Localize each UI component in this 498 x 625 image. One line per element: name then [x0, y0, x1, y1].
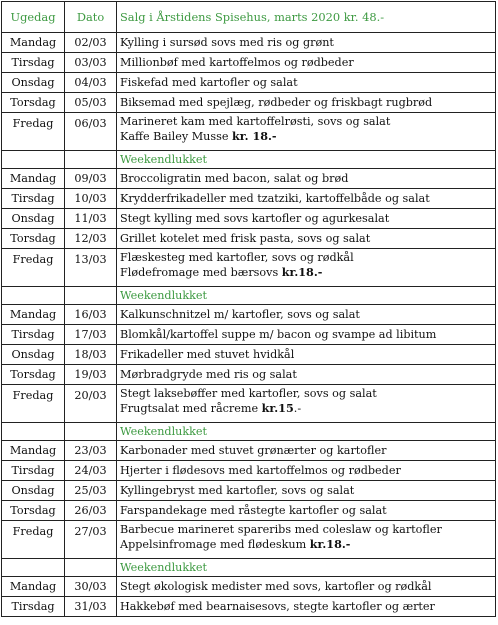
date-cell: 26/03: [65, 501, 117, 521]
meal-cell: [117, 169, 496, 189]
meal-text: Kylling i sursød sovs med ris og grønt: [120, 35, 334, 49]
menu-row: [2, 209, 496, 229]
meal-text: Hakkebøf med bearnaisesovs, stegte kartofler og ærter: [120, 599, 435, 613]
menu-row: [2, 521, 496, 559]
meal-cell: [117, 441, 496, 461]
meal-cell: [117, 249, 496, 287]
weekday-cell: Onsdag: [2, 73, 65, 93]
date-cell: 24/03: [65, 461, 117, 481]
menu-row: [2, 33, 496, 53]
weekday-cell: Fredag: [2, 521, 65, 559]
date-cell: 09/03: [65, 169, 117, 189]
weekday-cell: Mandag: [2, 169, 65, 189]
meal-text: Hjerter i flødesovs med kartoffelmos og rødbeder: [120, 463, 401, 477]
weekday-cell: Mandag: [2, 577, 65, 597]
meal-text: Kalkunschnitzel m/ kartofler, sovs og salat: [120, 307, 360, 321]
menu-row: [2, 229, 496, 249]
weekend-closed-label: Weekendlukket: [117, 287, 496, 305]
weekend-empty-cell: [65, 423, 117, 441]
date-cell: 23/03: [65, 441, 117, 461]
weekend-closed-label: Weekendlukket: [117, 423, 496, 441]
weekday-cell: Tirsdag: [2, 461, 65, 481]
meal-text: Millionbøf med kartoffelmos og rødbeder: [120, 55, 354, 69]
weekday-cell: Mandag: [2, 305, 65, 325]
meal-cell: [117, 73, 496, 93]
meal-cell: [117, 113, 496, 151]
weekend-empty-cell: [2, 151, 65, 169]
meal-cell: [117, 53, 496, 73]
date-cell: 17/03: [65, 325, 117, 345]
weekday-cell: Fredag: [2, 385, 65, 423]
date-cell: 16/03: [65, 305, 117, 325]
meal-text: Biksemad med spejlæg, rødbeder og friskbagt rugbrød: [120, 95, 433, 109]
header-row: [2, 2, 496, 33]
meal-cell: [117, 229, 496, 249]
meal-cell: [117, 521, 496, 559]
dessert-price: kr.15: [261, 401, 294, 415]
meal-text: Fiskefad med kartofler og salat: [120, 75, 298, 89]
dessert-line: [120, 401, 492, 416]
weekend-closed-label: Weekendlukket: [117, 559, 496, 577]
weekday-cell: Fredag: [2, 249, 65, 287]
meal-cell: [117, 305, 496, 325]
weekday-cell: Torsdag: [2, 501, 65, 521]
weekend-empty-cell: [2, 559, 65, 577]
dessert-text: Kaffe Bailey Musse: [120, 130, 233, 143]
date-cell: 25/03: [65, 481, 117, 501]
meal-cell: [117, 577, 496, 597]
menu-row: [2, 73, 496, 93]
header-day: Ugedag: [2, 2, 65, 33]
weekday-cell: Torsdag: [2, 229, 65, 249]
meal-text: Flæskesteg med kartofler, sovs og rødkål: [120, 251, 354, 264]
menu-row: [2, 501, 496, 521]
menu-row: [2, 325, 496, 345]
header-date: Dato: [65, 2, 117, 33]
weekday-cell: Fredag: [2, 113, 65, 151]
weekday-cell: Tirsdag: [2, 53, 65, 73]
menu-table: [1, 1, 496, 617]
date-cell: 11/03: [65, 209, 117, 229]
meal-text: Farspandekage med råstegte kartofler og salat: [120, 503, 387, 517]
menu-row: [2, 597, 496, 617]
meal-text: Karbonader med stuvet grønærter og kartofler: [120, 443, 387, 457]
menu-row: [2, 461, 496, 481]
menu-row: [2, 53, 496, 73]
dessert-text: Appelsinfromage med flødeskum: [120, 538, 310, 551]
weekday-cell: Torsdag: [2, 93, 65, 113]
date-cell: 20/03: [65, 385, 117, 423]
date-cell: 30/03: [65, 577, 117, 597]
meal-text: Kyllingebryst med kartofler, sovs og salat: [120, 483, 355, 497]
date-cell: 19/03: [65, 365, 117, 385]
weekday-cell: Onsdag: [2, 345, 65, 365]
meal-cell: [117, 385, 496, 423]
meal-cell: [117, 597, 496, 617]
dessert-text: Flødefromage med bærsovs: [120, 266, 282, 279]
menu-row: [2, 305, 496, 325]
meal-text: Frikadeller med stuvet hvidkål: [120, 347, 295, 361]
meal-cell: [117, 93, 496, 113]
date-cell: 18/03: [65, 345, 117, 365]
dessert-price: kr.18.-: [281, 265, 323, 279]
meal-text: Barbecue marineret spareribs med coleslaw og kartofler: [120, 523, 442, 536]
date-cell: 02/03: [65, 33, 117, 53]
date-cell: 05/03: [65, 93, 117, 113]
date-cell: 03/03: [65, 53, 117, 73]
meal-text: Marineret kam med kartoffelrøsti, sovs og salat: [120, 115, 391, 128]
meal-cell: [117, 365, 496, 385]
meal-cell: [117, 209, 496, 229]
weekend-row: [2, 151, 496, 169]
weekend-row: [2, 423, 496, 441]
dessert-line: [120, 537, 492, 552]
weekend-empty-cell: [65, 287, 117, 305]
menu-row: [2, 113, 496, 151]
menu-row: [2, 249, 496, 287]
weekday-cell: Onsdag: [2, 209, 65, 229]
meal-cell: [117, 33, 496, 53]
menu-row: [2, 365, 496, 385]
meal-text: Stegt kylling med sovs kartofler og agurkesalat: [120, 211, 390, 225]
header-title: Salg i Årstidens Spisehus, marts 2020 kr. 48.-: [117, 2, 496, 33]
weekday-cell: Tirsdag: [2, 597, 65, 617]
meal-text: Stegt laksebøffer med kartofler, sovs og salat: [120, 387, 377, 400]
dessert-text: Frugtsalat med råcreme: [120, 402, 262, 415]
meal-text: Grillet kotelet med frisk pasta, sovs og salat: [120, 231, 371, 245]
weekend-closed-label: Weekendlukket: [117, 151, 496, 169]
menu-row: [2, 93, 496, 113]
weekend-row: [2, 559, 496, 577]
weekday-cell: Mandag: [2, 441, 65, 461]
date-cell: 13/03: [65, 249, 117, 287]
weekday-cell: Tirsdag: [2, 325, 65, 345]
meal-cell: [117, 189, 496, 209]
menu-row: [2, 481, 496, 501]
date-cell: 12/03: [65, 229, 117, 249]
menu-row: [2, 577, 496, 597]
meal-text: Stegt økologisk medister med sovs, kartofler og rødkål: [120, 579, 432, 593]
dessert-price: kr. 18.-: [232, 129, 277, 143]
date-cell: 31/03: [65, 597, 117, 617]
weekday-cell: Mandag: [2, 33, 65, 53]
dessert-price: kr.18.-: [309, 537, 351, 551]
date-cell: 06/03: [65, 113, 117, 151]
menu-row: [2, 385, 496, 423]
weekend-empty-cell: [2, 423, 65, 441]
weekday-cell: Torsdag: [2, 365, 65, 385]
meal-cell: [117, 501, 496, 521]
meal-text: Blomkål/kartoffel suppe m/ bacon og svampe ad libitum: [120, 327, 437, 341]
weekday-cell: Onsdag: [2, 481, 65, 501]
menu-body: [2, 33, 496, 617]
meal-text: Mørbradgryde med ris og salat: [120, 367, 297, 381]
weekday-cell: Tirsdag: [2, 189, 65, 209]
weekend-empty-cell: [2, 287, 65, 305]
date-cell: 04/03: [65, 73, 117, 93]
weekend-empty-cell: [65, 559, 117, 577]
meal-cell: [117, 325, 496, 345]
meal-cell: [117, 481, 496, 501]
menu-row: [2, 189, 496, 209]
date-cell: 10/03: [65, 189, 117, 209]
dessert-line: [120, 265, 492, 280]
meal-cell: [117, 345, 496, 365]
menu-row: [2, 441, 496, 461]
meal-text: Krydderfrikadeller med tzatziki, kartoffelbåde og salat: [120, 191, 430, 205]
meal-text: Broccoligratin med bacon, salat og brød: [120, 171, 349, 185]
date-cell: 27/03: [65, 521, 117, 559]
menu-row: [2, 169, 496, 189]
meal-cell: [117, 461, 496, 481]
weekend-row: [2, 287, 496, 305]
dessert-price-tail: .-: [293, 402, 302, 415]
menu-row: [2, 345, 496, 365]
dessert-line: [120, 129, 492, 144]
weekend-empty-cell: [65, 151, 117, 169]
